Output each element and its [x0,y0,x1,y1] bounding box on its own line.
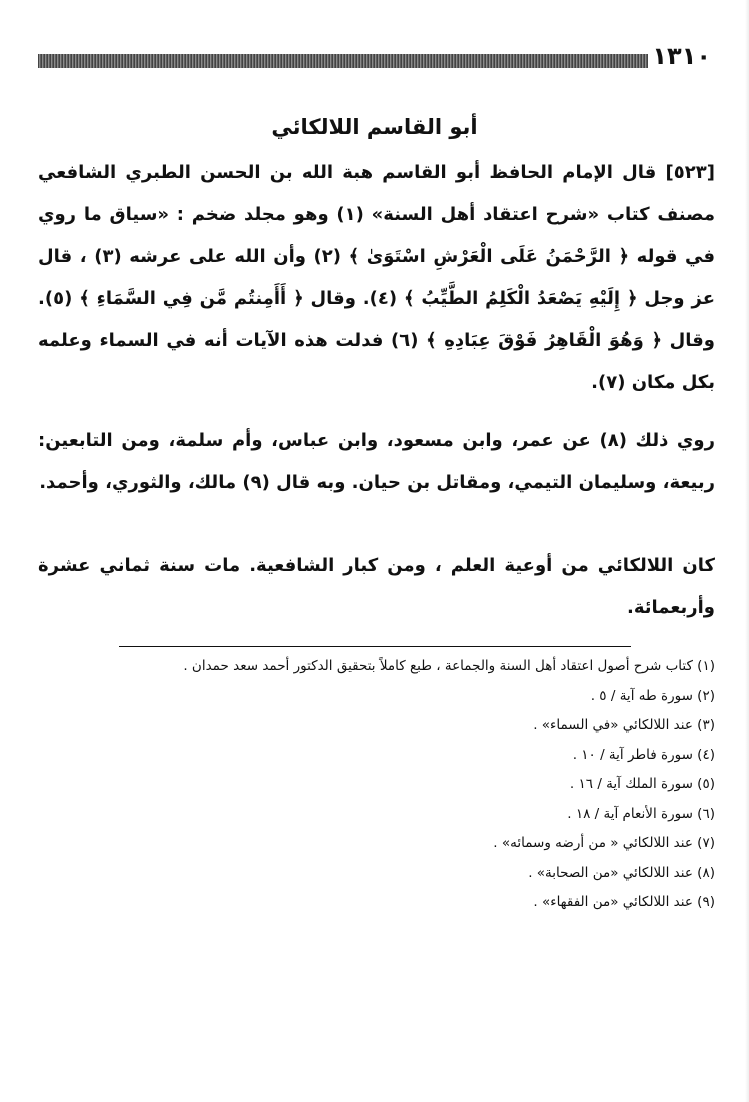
footnote-7: (٧) عند اللالكائي « من أرضه وسمائه» . [493,835,715,851]
section-title: أبو القاسم اللالكائي [271,115,478,139]
footnote-separator [119,646,631,647]
footnote-1: (١) كتاب شرح أصول اعتقاد أهل السنة والجماعة ، طبع كاملاً بتحقيق الدكتور أحمد سعد حمدان . [183,658,715,674]
paragraph-1: [٥٢٣] قال الإمام الحافظ أبو القاسم هبة الله بن الحسن الطبري الشافعي مصنف كتاب «شرح اعتقاد أهل السنة» (١) وهو مجلد ضخم : «سياق ما روي في قوله ﴿ الرَّحْمَنُ عَلَى الْعَرْشِ اسْتَوَىٰ ﴾ (٢) وأن الله على عرشه (٣) ، قال عز وجل ﴿ إِلَيْهِ يَصْعَدُ الْكَلِمُ الطَّيِّبُ ﴾ (٤). وقال ﴿ أَأَمِنتُم مَّن فِي السَّمَاءِ ﴾ (٥). وقال ﴿ وَهُوَ الْقَاهِرُ فَوْقَ عِبَادِهِ ﴾ (٦) فدلت هذه الآيات أنه في السماء وعلمه بكل مكان (٧). [38,162,715,393]
page-number: ١٣١٠ [652,42,711,70]
paragraph-3: كان اللالكائي من أوعية العلم ، ومن كبار الشافعية. مات سنة ثماني عشرة وأربعمائة. [38,555,715,618]
footnote-6: (٦) سورة الأنعام آية / ١٨ . [567,805,715,822]
footnote-3: (٣) عند اللالكائي «في السماء» . [533,717,715,733]
footnote-5: (٥) سورة الملك آية / ١٦ . [569,776,715,792]
footnote-2: (٢) سورة طه آية / ٥ . [590,687,715,704]
footnote-4: (٤) سورة فاطر آية / ١٠ . [572,746,715,763]
page-edge [745,0,749,1102]
footnotes [38,652,715,918]
footnote-8: (٨) عند اللالكائي «من الصحابة» . [528,864,715,881]
header-rule [38,54,648,68]
footnote-9: (٩) عند اللالكائي «من الفقهاء» . [533,894,715,910]
paragraph-2: روي ذلك (٨) عن عمر، وابن مسعود، وابن عباس، وأم سلمة، ومن التابعين: ربيعة، وسليمان التيمي، ومقاتل بن حيان. وبه قال (٩) مالك، والثوري، وأحمد. [38,430,715,493]
